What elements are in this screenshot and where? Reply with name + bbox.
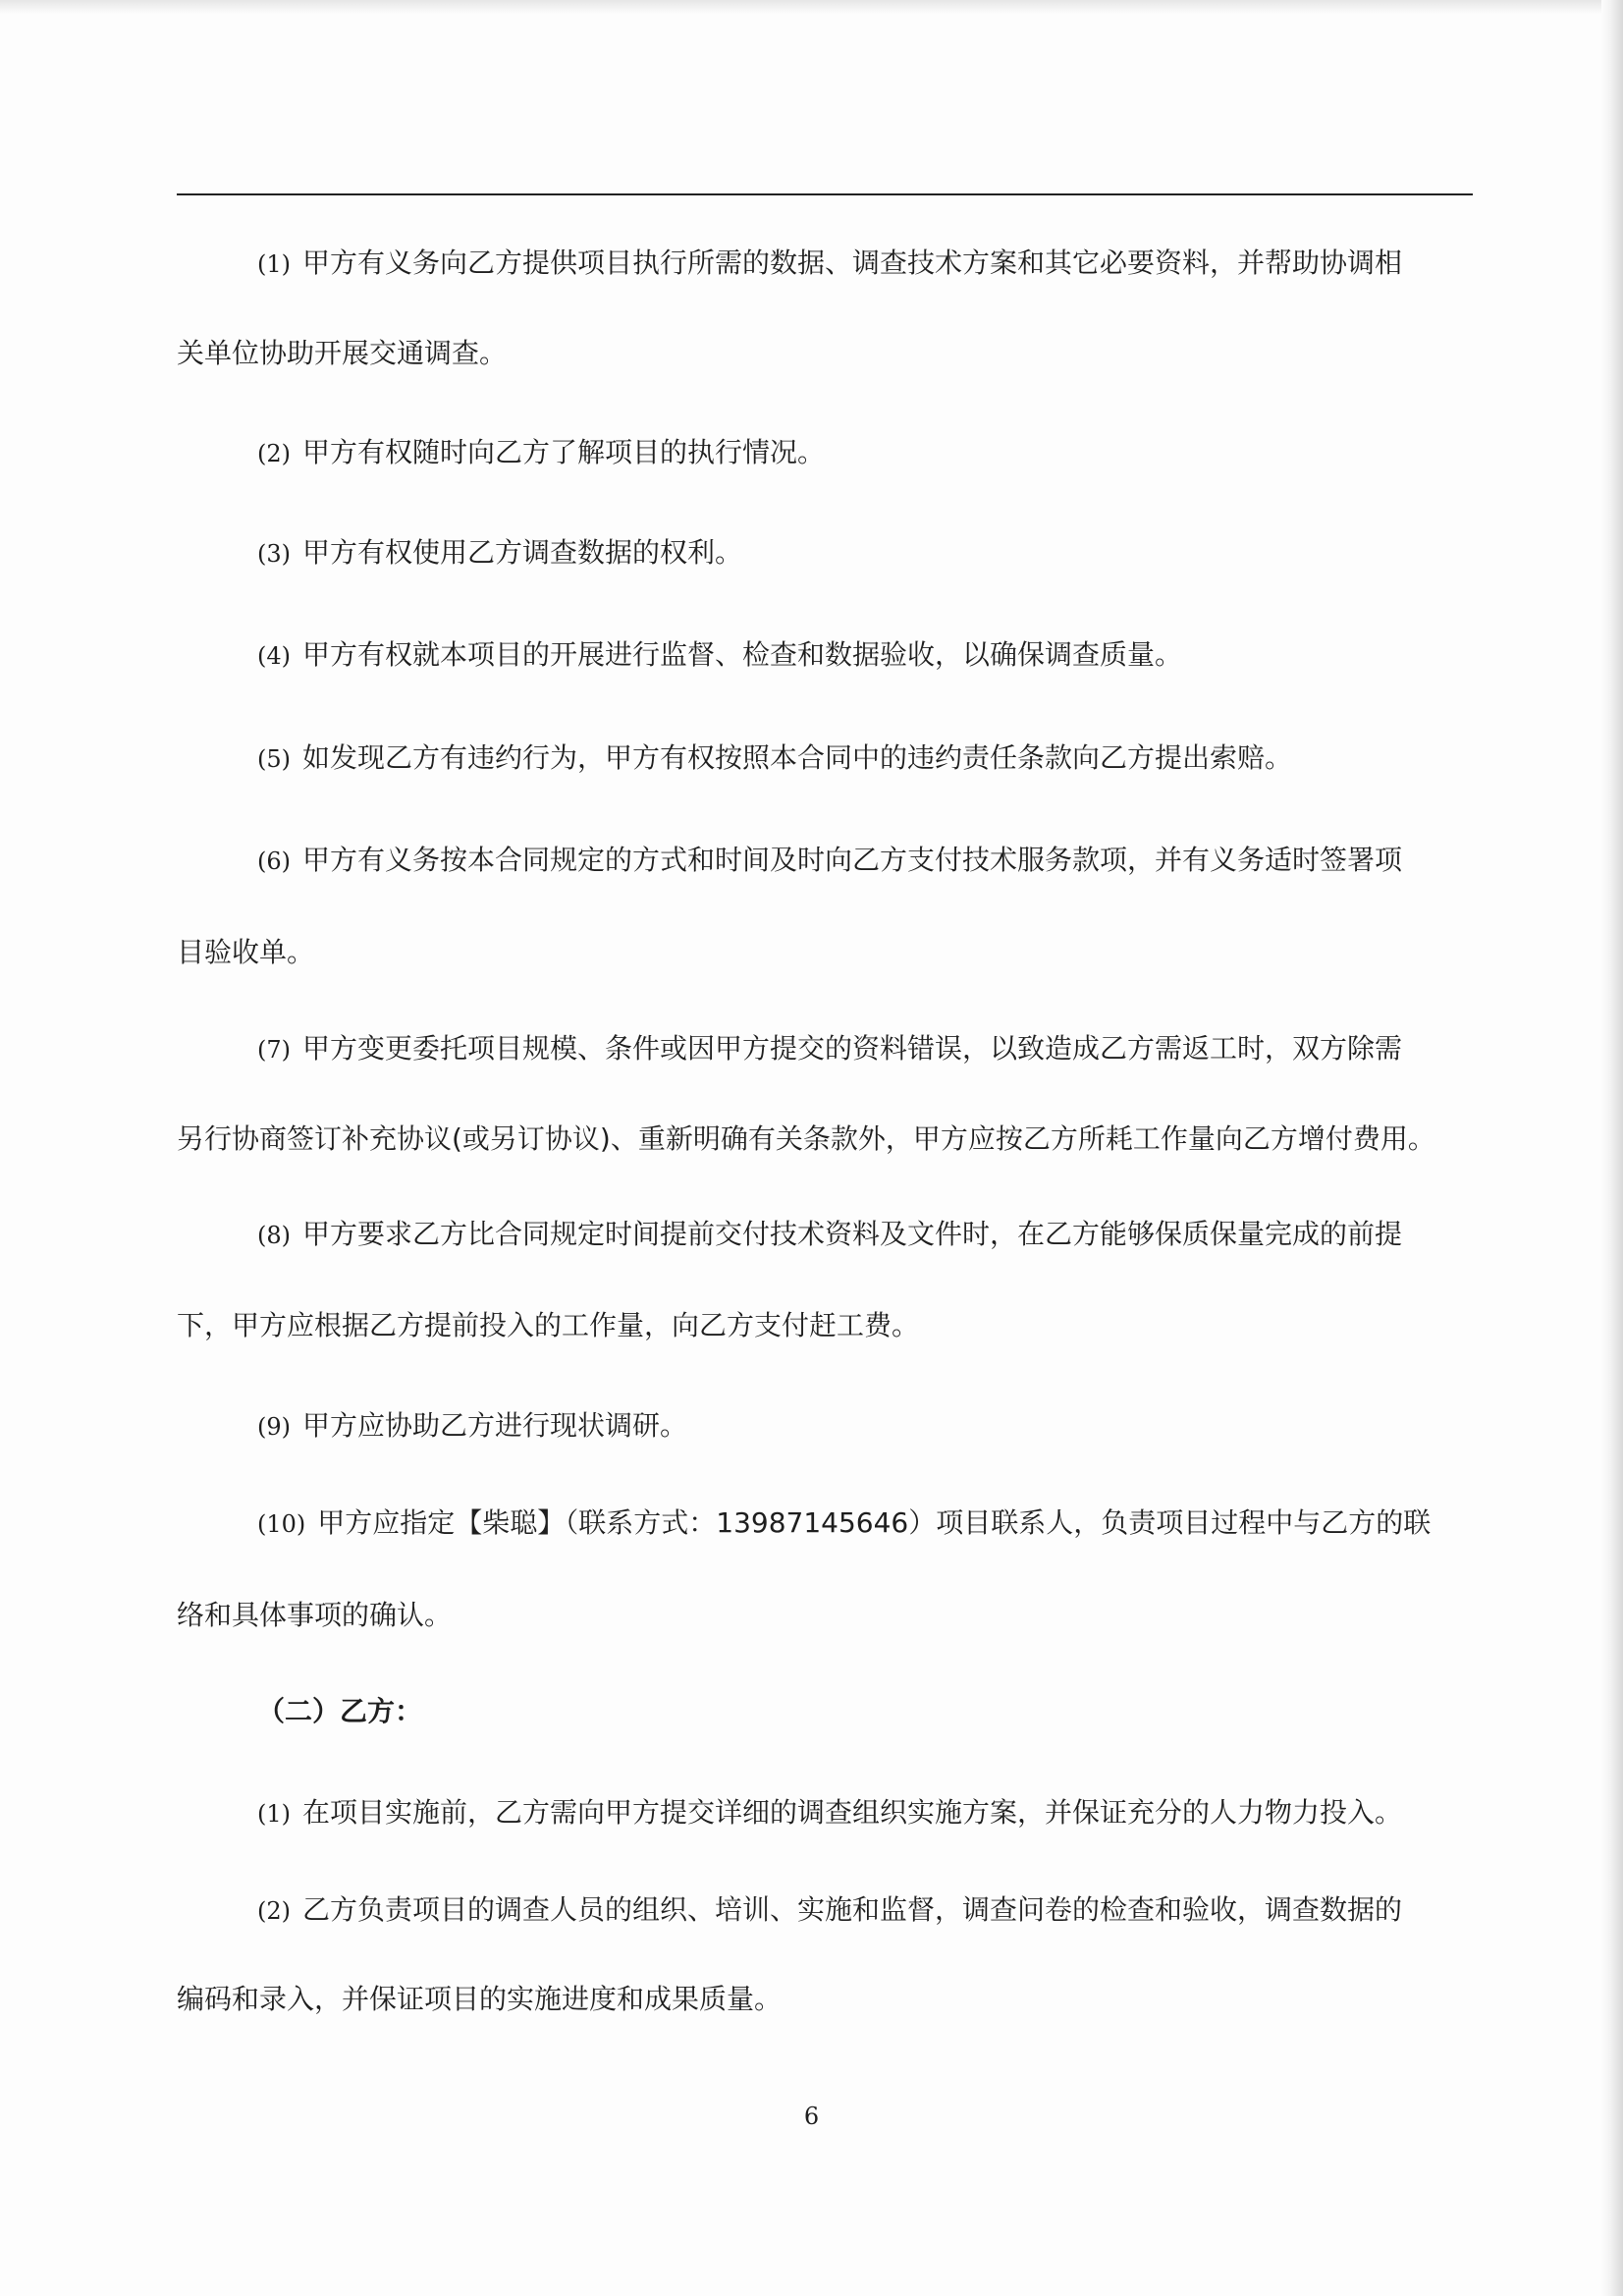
party-b-clause-2-continued: 编码和录入，并保证项目的实施进度和成果质量。: [177, 1983, 783, 2015]
clause-number: (4): [257, 642, 291, 670]
clause-4: [257, 635, 1182, 676]
clause-text: 甲方变更委托项目规模、条件或因甲方提交的资料错误，以致造成乙方需返工时，双方除需: [302, 1032, 1403, 1065]
clause-text: 乙方负责项目的调查人员的组织、培训、实施和监督，调查问卷的检查和验收，调查数据的: [302, 1893, 1403, 1926]
clause-text: 甲方有权使用乙方调查数据的权利。: [302, 536, 743, 569]
clause-text: 甲方有权随时向乙方了解项目的执行情况。: [302, 436, 826, 468]
clause-5: [257, 738, 1292, 779]
page-number: 6: [803, 2103, 820, 2130]
clause-7: [257, 1029, 1402, 1069]
clause-number: (8): [257, 1222, 291, 1249]
clause-1-continued: 关单位协助开展交通调查。: [177, 337, 508, 369]
clause-7-continued: 另行协商签订补充协议(或另订协议)、重新明确有关条款外，甲方应按乙方所耗工作量向乙方增付费用。: [177, 1122, 1435, 1155]
clause-text: 甲方应协助乙方进行现状调研。: [302, 1409, 688, 1442]
clause-number: (7): [257, 1036, 291, 1064]
clause-number: (9): [257, 1413, 291, 1441]
clause-number: (1): [257, 250, 291, 278]
clause-number: (5): [257, 745, 291, 773]
scan-edge-top: [0, 0, 1623, 14]
clause-text: 甲方要求乙方比合同规定时间提前交付技术资料及文件时，在乙方能够保质保量完成的前提: [302, 1218, 1403, 1250]
clause-8-continued: 下，甲方应根据乙方提前投入的工作量，向乙方支付赶工费。: [177, 1309, 920, 1341]
clause-text: 甲方有义务按本合同规定的方式和时间及时向乙方支付技术服务款项，并有义务适时签署项: [302, 844, 1403, 876]
party-b-clause-2: [257, 1890, 1402, 1931]
clause-text: 甲方有权就本项目的开展进行监督、检查和数据验收，以确保调查质量。: [302, 638, 1183, 671]
clause-number: (1): [257, 1800, 291, 1828]
clause-text: 如发现乙方有违约行为，甲方有权按照本合同中的违约责任条款向乙方提出索赔。: [302, 741, 1293, 774]
clause-text: 甲方应指定【柴聪】（联系方式：13987145646）项目联系人，负责项目过程中与乙方的联: [317, 1506, 1432, 1539]
clause-text: 甲方有义务向乙方提供项目执行所需的数据、调查技术方案和其它必要资料，并帮助协调相: [302, 246, 1403, 279]
clause-2: [257, 433, 825, 473]
clause-number: (2): [257, 440, 291, 467]
scan-edge-right: [1601, 0, 1623, 2296]
clause-9: [257, 1406, 687, 1447]
clause-number: (3): [257, 540, 291, 568]
clause-number: (2): [257, 1897, 291, 1925]
clause-10: [257, 1503, 1431, 1544]
party-b-clause-1: [257, 1793, 1402, 1833]
header-rule: [177, 193, 1473, 195]
clause-text: 在项目实施前，乙方需向甲方提交详细的调查组织实施方案，并保证充分的人力物力投入。: [302, 1796, 1403, 1829]
clause-1: [257, 244, 1402, 284]
section-heading-party-b: （二）乙方：: [257, 1695, 423, 1727]
clause-3: [257, 533, 742, 574]
clause-number: (6): [257, 847, 291, 875]
clause-8: [257, 1215, 1402, 1255]
clause-number: (10): [257, 1510, 306, 1538]
clause-10-continued: 络和具体事项的确认。: [177, 1599, 453, 1631]
clause-6: [257, 841, 1402, 881]
clause-6-continued: 目验收单。: [177, 936, 315, 968]
